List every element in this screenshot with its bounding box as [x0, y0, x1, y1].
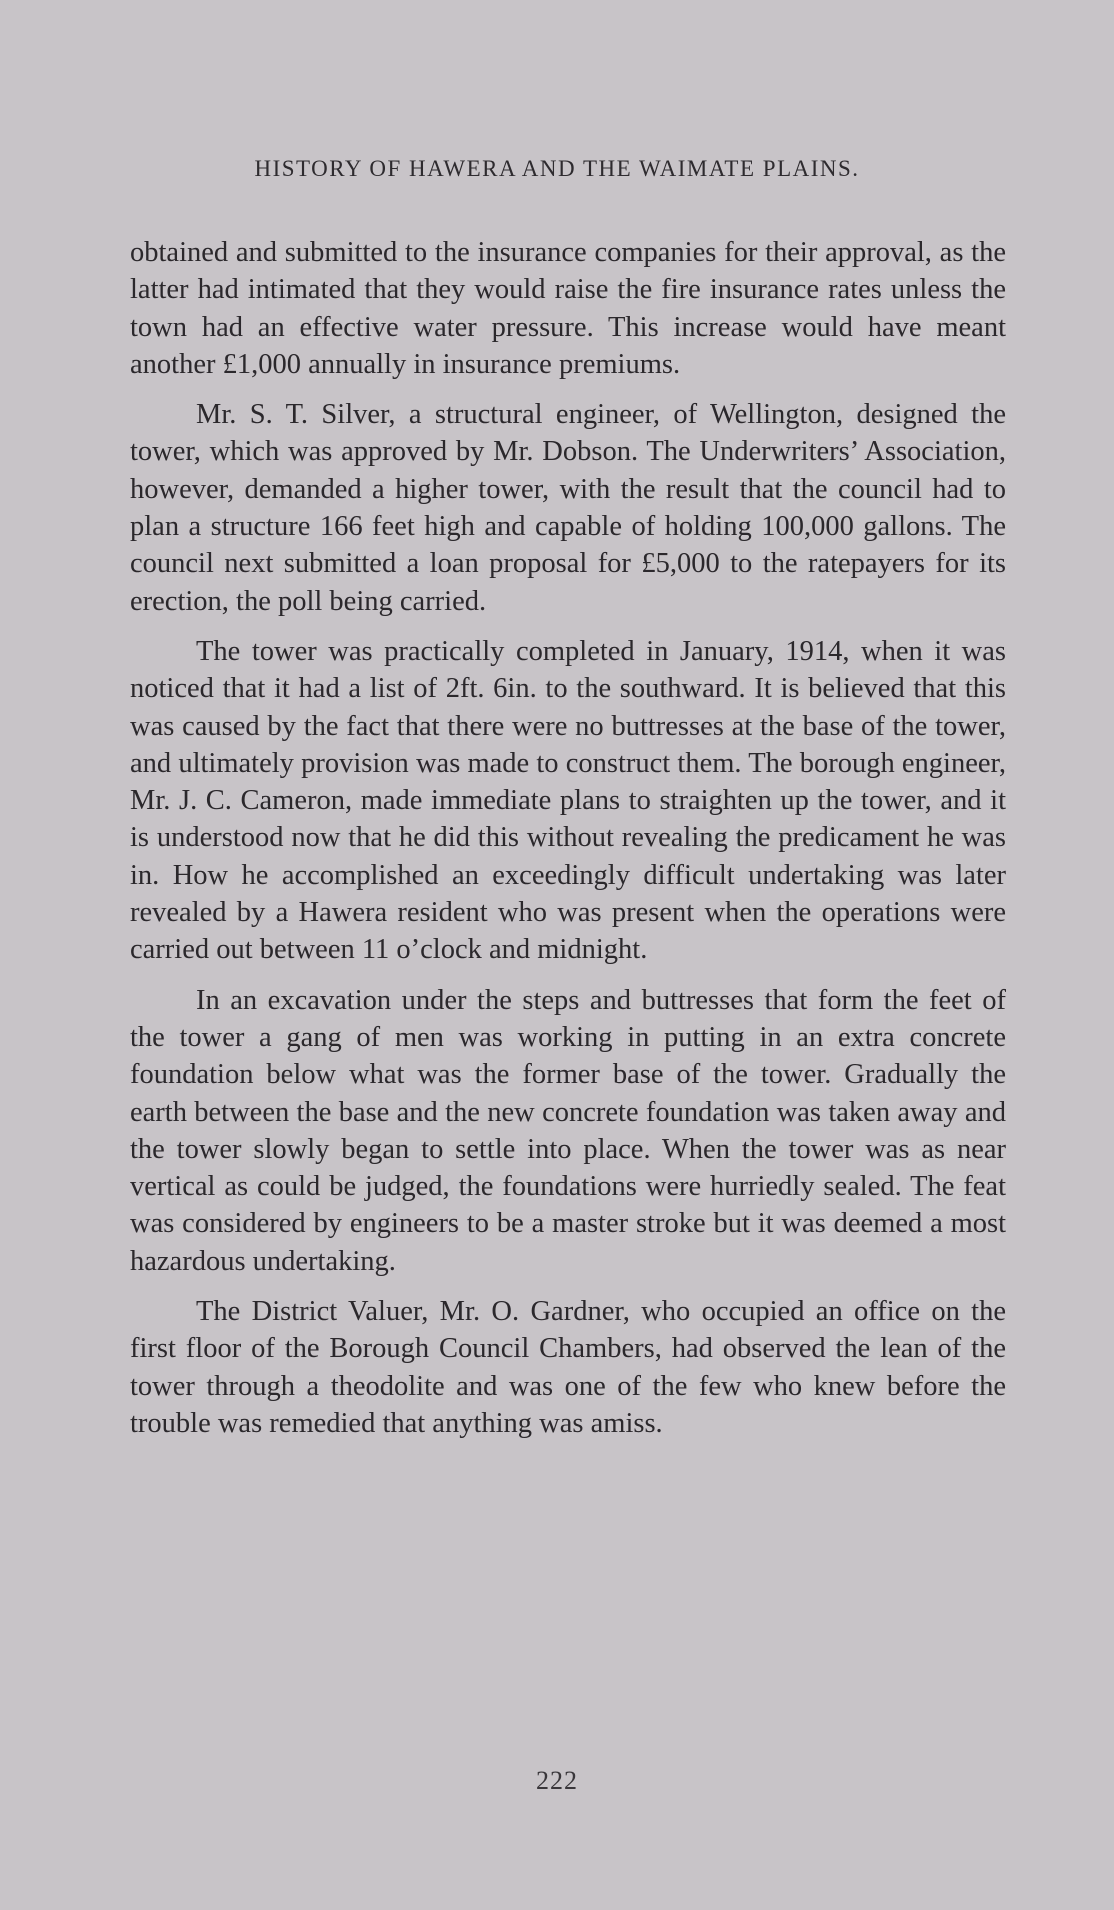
- running-title: HISTORY OF HAWERA AND THE WAIMATE PLAINS.: [254, 156, 860, 181]
- body-text: [130, 234, 1006, 1455]
- paragraph: obtained and submitted to the insurance companies for their approval, as the latter had intimated that they would raise the fire insurance rates unless the town had an effective water pressure. This increase would have meant another £1,000 annually in insurance premiums.: [130, 237, 1006, 380]
- paragraph: The District Valuer, Mr. O. Gardner, who occupied an office on the first floor of the Borough Council Chambers, had observed the lean of the tower through a theodolite and was one of the few who knew before the trouble was remedied that anything was amiss.: [130, 1296, 1006, 1439]
- paragraph: In an excavation under the steps and buttresses that form the feet of the tower a gang of men was working in putting in an extra concrete foundation below what was the former base of the tower. Gradually the earth between the base and the new concrete foundation was taken away and the tower slowly began to settle into place. When the tower was as near vertical as could be judged, the foundations were hurriedly sealed. The feat was considered by engineers to be a master stroke but it was deemed a most hazardous undertaking.: [130, 984, 1006, 1277]
- paragraph: The tower was practically completed in January, 1914, when it was noticed that it had a list of 2ft. 6in. to the southward. It is believed that this was caused by the fact that there were no buttresses at the base of the tower, and ultimately provision was made to construct them. The borough engineer, Mr. J. C. Cameron, made immediate plans to straighten up the tower, and it is understood now that he did this without revealing the predicament he was in. How he accomplished an exceedingly difficult undertaking was later revealed by a Hawera resident who was present when the operations were carried out between 11 o’clock and midnight.: [130, 635, 1006, 966]
- paragraph: Mr. S. T. Silver, a structural engineer, of Wellington, designed the tower, which was approved by Mr. Dobson. The Underwriters’ Association, however, demanded a higher tower, with the result that the council had to plan a structure 166 feet high and capable of holding 100,000 gallons. The council next submitted a loan proposal for £5,000 to the ratepayers for its erection, the poll being carried.: [130, 399, 1006, 617]
- page-number: 222: [536, 1766, 578, 1795]
